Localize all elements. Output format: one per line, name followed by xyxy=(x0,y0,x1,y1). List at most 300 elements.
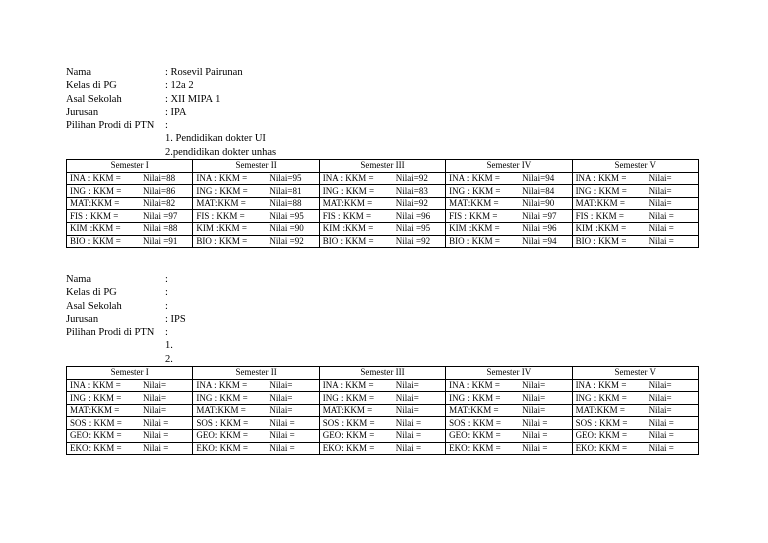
grade-cell xyxy=(193,379,319,392)
grade-cell-content xyxy=(70,223,189,234)
grade-cell xyxy=(193,404,319,417)
pilihan-row xyxy=(66,326,699,339)
table-row xyxy=(67,235,699,248)
kkm-label: ING : KKM = xyxy=(70,392,122,403)
nilai-value: Nilai = xyxy=(269,430,295,441)
grade-cell-content xyxy=(196,236,315,247)
kkm-label: FIS : KKM = xyxy=(449,210,498,221)
kkm-label: MAT:KKM = xyxy=(449,405,499,416)
grade-cell xyxy=(319,197,445,210)
kkm-label: BIO : KKM = xyxy=(449,235,500,246)
grade-cell xyxy=(572,404,698,417)
kkm-label: FIS : KKM = xyxy=(322,210,372,221)
nilai-value: Nilai= xyxy=(648,392,672,403)
kelas-row xyxy=(66,79,699,92)
table-row xyxy=(67,172,699,185)
kkm-label: EKO: KKM = xyxy=(449,442,501,453)
grade-cell-content xyxy=(196,405,315,416)
asal-label: Asal Sekolah xyxy=(66,93,122,105)
kkm-label: INA : KKM = xyxy=(70,379,121,390)
semester-header: Semester II xyxy=(193,367,319,380)
kkm-label: KIM :KKM = xyxy=(449,223,500,234)
nilai-value: Nilai = xyxy=(269,417,295,428)
table-row xyxy=(67,392,699,405)
nilai-value: Nilai= xyxy=(395,405,419,416)
table-row xyxy=(67,430,699,443)
grade-cell-content xyxy=(196,418,315,429)
kkm-label: EKO: KKM = xyxy=(196,442,248,453)
grade-cell-content xyxy=(449,198,568,209)
grade-cell-content xyxy=(449,186,568,197)
nilai-value: Nilai =91 xyxy=(143,235,178,246)
kkm-label: INA : KKM = xyxy=(449,379,500,390)
grade-cell-content xyxy=(576,223,695,234)
grade-cell xyxy=(446,417,572,430)
grade-cell-content xyxy=(70,173,189,184)
kelas-value: : xyxy=(165,287,168,299)
kkm-label: MAT:KKM = xyxy=(575,405,625,416)
kkm-label: EKO: KKM = xyxy=(575,442,628,453)
jurusan-label: Jurusan xyxy=(66,106,99,118)
nilai-value: Nilai= xyxy=(269,405,293,416)
grade-cell xyxy=(319,392,445,405)
nilai-value: Nilai= xyxy=(522,392,546,403)
kkm-label: KIM :KKM = xyxy=(322,223,374,234)
semester-header: Semester V xyxy=(572,367,698,380)
grade-cell-content xyxy=(70,236,189,247)
kkm-label: BIO : KKM = xyxy=(322,235,374,246)
table-row xyxy=(67,223,699,236)
pilihan-value: : xyxy=(165,327,168,339)
kkm-label: INA : KKM = xyxy=(322,379,374,390)
grade-cell-content xyxy=(323,211,442,222)
kkm-label: INA : KKM = xyxy=(322,172,374,183)
kkm-label: GEO: KKM = xyxy=(70,430,122,441)
student-1-info xyxy=(66,66,699,159)
kelas-row xyxy=(66,286,699,299)
nilai-value: Nilai =97 xyxy=(143,210,178,221)
nilai-value: Nilai=84 xyxy=(522,185,555,196)
grade-cell-content xyxy=(449,173,568,184)
grade-cell xyxy=(319,430,445,443)
nilai-value: Nilai = xyxy=(522,430,548,441)
grade-cell xyxy=(67,442,193,455)
kkm-label: ING : KKM = xyxy=(322,392,375,403)
grade-cell xyxy=(319,172,445,185)
kelas-label: Kelas di PG xyxy=(66,287,117,299)
nilai-value: Nilai = xyxy=(648,235,674,246)
grade-cell-content xyxy=(449,223,568,234)
kkm-label: ING : KKM = xyxy=(575,392,627,403)
nilai-value: Nilai= xyxy=(395,392,419,403)
grade-cell-content xyxy=(576,186,695,197)
grade-cell-content xyxy=(196,211,315,222)
grade-cell xyxy=(572,223,698,236)
prodi-option-1: 1. xyxy=(165,340,173,352)
grades-table-2 xyxy=(66,366,699,455)
nama-label: Nama xyxy=(66,67,92,78)
table-row xyxy=(67,210,699,223)
semester-header: Semester IV xyxy=(446,160,572,173)
nilai-value: Nilai= xyxy=(143,392,167,403)
nilai-value: Nilai =95 xyxy=(395,223,431,234)
kkm-label: FIS : KKM = xyxy=(70,210,119,221)
table-row xyxy=(67,185,699,198)
semester-header: Semester I xyxy=(67,367,193,380)
nilai-value: Nilai = xyxy=(143,430,169,441)
grade-cell xyxy=(572,185,698,198)
kkm-label: ING : KKM = xyxy=(449,185,501,196)
grade-cell xyxy=(572,417,698,430)
jurusan-value: : IPS xyxy=(165,313,186,325)
student-1-block xyxy=(66,66,699,248)
jurusan-value: : IPA xyxy=(165,106,187,118)
nilai-value: Nilai = xyxy=(395,442,422,453)
nilai-value: Nilai = xyxy=(143,442,169,453)
kkm-label: MAT:KKM = xyxy=(575,198,625,209)
nilai-value: Nilai = xyxy=(648,442,674,453)
nilai-value: Nilai = xyxy=(269,442,295,453)
grade-cell-content xyxy=(576,173,695,184)
nilai-value: Nilai =97 xyxy=(522,210,557,221)
kkm-label: INA : KKM = xyxy=(449,172,500,183)
grade-cell-content xyxy=(323,186,442,197)
grade-cell xyxy=(446,404,572,417)
grade-cell xyxy=(446,235,572,248)
grade-cell xyxy=(572,235,698,248)
asal-row xyxy=(66,93,699,106)
nilai-value: Nilai=81 xyxy=(269,185,302,196)
table-row xyxy=(67,417,699,430)
pilihan-value: : xyxy=(165,120,168,132)
nilai-value: Nilai=92 xyxy=(395,198,428,209)
grade-cell-content xyxy=(196,223,315,234)
grade-cell-content xyxy=(576,198,695,209)
nama-value: : xyxy=(165,274,168,285)
kelas-label: Kelas di PG xyxy=(66,80,117,92)
nilai-value: Nilai =94 xyxy=(522,235,557,246)
nilai-value: Nilai=95 xyxy=(269,172,302,183)
jurusan-row xyxy=(66,106,699,119)
grade-cell xyxy=(67,223,193,236)
grade-cell xyxy=(319,210,445,223)
nilai-value: Nilai=90 xyxy=(522,198,555,209)
grade-cell xyxy=(446,210,572,223)
kkm-label: KIM :KKM = xyxy=(575,223,627,234)
nilai-value: Nilai = xyxy=(143,417,169,428)
grade-cell xyxy=(193,417,319,430)
grade-cell-content xyxy=(323,443,442,454)
kkm-label: MAT:KKM = xyxy=(196,405,246,416)
asal-value: : XII MIPA 1 xyxy=(165,93,221,105)
grade-cell-content xyxy=(70,211,189,222)
grade-cell xyxy=(193,197,319,210)
pilihan-label: Pilihan Prodi di PTN xyxy=(66,120,155,132)
grade-cell xyxy=(67,210,193,223)
grade-cell xyxy=(193,430,319,443)
grade-cell-content xyxy=(70,405,189,416)
grade-cell-content xyxy=(196,198,315,209)
grade-cell-content xyxy=(196,443,315,454)
grade-cell-content xyxy=(323,173,442,184)
grade-cell-content xyxy=(323,198,442,209)
kkm-label: SOS : KKM = xyxy=(449,417,502,428)
grade-cell xyxy=(67,417,193,430)
nilai-value: Nilai= xyxy=(522,379,546,390)
nilai-value: Nilai = xyxy=(395,430,422,441)
grade-cell xyxy=(319,417,445,430)
grade-cell-content xyxy=(323,223,442,234)
nilai-value: Nilai = xyxy=(522,442,548,453)
grade-cell xyxy=(193,235,319,248)
nilai-value: Nilai= xyxy=(648,185,672,196)
grade-cell-content xyxy=(70,443,189,454)
kkm-label: BIO : KKM = xyxy=(196,235,248,246)
kkm-label: BIO : KKM = xyxy=(70,235,121,246)
grade-cell xyxy=(67,185,193,198)
kkm-label: ING : KKM = xyxy=(449,392,501,403)
grade-cell-content xyxy=(449,418,568,429)
table-row xyxy=(67,404,699,417)
grade-cell-content xyxy=(323,430,442,441)
nilai-value: Nilai = xyxy=(648,223,674,234)
kkm-label: MAT:KKM = xyxy=(322,405,373,416)
kkm-label: MAT:KKM = xyxy=(196,198,246,209)
grade-cell-content xyxy=(70,198,189,209)
grade-cell-content xyxy=(70,430,189,441)
nama-row xyxy=(66,66,699,79)
grade-cell-content xyxy=(323,236,442,247)
nilai-value: Nilai =88 xyxy=(143,223,178,234)
grades-body-2 xyxy=(67,379,699,455)
nilai-value: Nilai =95 xyxy=(269,210,304,221)
nilai-value: Nilai= xyxy=(395,379,419,390)
kkm-label: SOS : KKM = xyxy=(70,417,122,428)
grade-cell xyxy=(193,172,319,185)
grade-cell xyxy=(67,404,193,417)
asal-value: : xyxy=(165,300,168,312)
nilai-value: Nilai = xyxy=(648,417,674,428)
prodi-option-2: 2.pendidikan dokter unhas xyxy=(165,146,277,158)
pilihan-label: Pilihan Prodi di PTN xyxy=(66,327,155,339)
semester-header: Semester III xyxy=(319,160,445,173)
nilai-value: Nilai =90 xyxy=(269,223,304,234)
grade-cell-content xyxy=(576,393,695,404)
grade-cell-content xyxy=(449,405,568,416)
grade-cell-content xyxy=(576,380,695,391)
nilai-value: Nilai=83 xyxy=(395,185,428,196)
grade-cell xyxy=(446,392,572,405)
pilihan-row xyxy=(66,119,699,132)
grade-cell-content xyxy=(576,443,695,454)
nilai-value: Nilai=86 xyxy=(143,185,176,196)
kkm-label: MAT:KKM = xyxy=(70,405,120,416)
kkm-label: ING : KKM = xyxy=(322,185,375,196)
grade-cell-content xyxy=(576,418,695,429)
grade-cell xyxy=(319,404,445,417)
nilai-value: Nilai= xyxy=(522,405,546,416)
grade-cell-content xyxy=(196,186,315,197)
kkm-label: INA : KKM = xyxy=(196,172,248,183)
kkm-label: KIM :KKM = xyxy=(196,223,247,234)
grade-cell xyxy=(319,185,445,198)
nilai-value: Nilai= xyxy=(648,198,672,209)
kkm-label: EKO: KKM = xyxy=(322,442,375,453)
grade-cell-content xyxy=(449,443,568,454)
grade-cell-content xyxy=(70,418,189,429)
semester-header: Semester III xyxy=(319,367,445,380)
semester-header: Semester I xyxy=(67,160,193,173)
grades-body-1 xyxy=(67,172,699,248)
grade-cell-content xyxy=(196,173,315,184)
kkm-label: GEO: KKM = xyxy=(449,430,501,441)
table-row xyxy=(67,379,699,392)
grade-cell xyxy=(193,442,319,455)
grade-cell xyxy=(67,392,193,405)
grade-cell xyxy=(572,210,698,223)
student-2-block xyxy=(66,273,699,455)
jurusan-label: Jurusan xyxy=(66,313,99,325)
grade-cell xyxy=(193,223,319,236)
grade-cell-content xyxy=(70,393,189,404)
kkm-label: GEO: KKM = xyxy=(575,430,628,441)
grade-cell xyxy=(446,197,572,210)
grade-cell xyxy=(67,235,193,248)
kkm-label: INA : KKM = xyxy=(575,379,627,390)
nilai-value: Nilai=92 xyxy=(395,172,428,183)
grade-cell-content xyxy=(576,430,695,441)
grade-cell-content xyxy=(449,393,568,404)
grade-cell xyxy=(446,172,572,185)
grade-cell-content xyxy=(196,380,315,391)
nama-row xyxy=(66,273,699,286)
grade-cell-content xyxy=(449,211,568,222)
kkm-label: SOS : KKM = xyxy=(575,417,628,428)
grade-cell xyxy=(446,379,572,392)
nilai-value: Nilai =96 xyxy=(522,223,557,234)
grade-cell-content xyxy=(323,380,442,391)
semester-header: Semester IV xyxy=(446,367,572,380)
student-2-info xyxy=(66,273,699,366)
kkm-label: SOS : KKM = xyxy=(322,417,375,428)
kkm-label: BIO : KKM = xyxy=(575,235,627,246)
grade-cell-content xyxy=(70,380,189,391)
table-row xyxy=(67,197,699,210)
asal-label: Asal Sekolah xyxy=(66,300,122,312)
nilai-value: Nilai = xyxy=(648,430,674,441)
semester-header-row xyxy=(67,160,699,173)
semester-header: Semester II xyxy=(193,160,319,173)
grade-cell-content xyxy=(323,418,442,429)
jurusan-row xyxy=(66,313,699,326)
grade-cell xyxy=(319,235,445,248)
semester-header-row xyxy=(67,367,699,380)
grade-cell-content xyxy=(449,236,568,247)
grade-cell-content xyxy=(576,405,695,416)
kkm-label: GEO: KKM = xyxy=(322,430,375,441)
asal-row xyxy=(66,300,699,313)
grade-cell-content xyxy=(449,430,568,441)
kkm-label: MAT:KKM = xyxy=(70,198,120,209)
grade-cell xyxy=(67,197,193,210)
nilai-value: Nilai=82 xyxy=(143,198,176,209)
grade-cell xyxy=(572,197,698,210)
grade-cell xyxy=(446,185,572,198)
grade-cell-content xyxy=(449,380,568,391)
kkm-label: ING : KKM = xyxy=(196,392,248,403)
prodi-option-1: 1. Pendidikan dokter UI xyxy=(165,133,266,145)
grade-cell-content xyxy=(196,393,315,404)
grade-cell xyxy=(446,430,572,443)
grade-cell xyxy=(319,442,445,455)
nilai-value: Nilai =96 xyxy=(395,210,431,221)
semester-header: Semester V xyxy=(572,160,698,173)
kkm-label: FIS : KKM = xyxy=(196,210,245,221)
grade-cell xyxy=(319,379,445,392)
grade-cell-content xyxy=(70,186,189,197)
nilai-value: Nilai= xyxy=(648,405,672,416)
grade-cell xyxy=(572,172,698,185)
grade-cell xyxy=(67,379,193,392)
grade-cell xyxy=(572,392,698,405)
grade-cell xyxy=(67,172,193,185)
nilai-value: Nilai =92 xyxy=(269,235,304,246)
nilai-value: Nilai = xyxy=(395,417,422,428)
grade-cell xyxy=(319,223,445,236)
kkm-label: FIS : KKM = xyxy=(575,210,624,221)
nilai-value: Nilai = xyxy=(648,210,674,221)
kelas-value: : 12a 2 xyxy=(165,80,194,92)
kkm-label: GEO: KKM = xyxy=(196,430,248,441)
kkm-label: INA : KKM = xyxy=(196,379,248,390)
grade-cell xyxy=(67,430,193,443)
nilai-value: Nilai= xyxy=(269,392,293,403)
grade-cell-content xyxy=(196,430,315,441)
table-row xyxy=(67,442,699,455)
grades-table-1 xyxy=(66,159,699,248)
nama-value: : Rosevil Pairunan xyxy=(165,67,243,78)
prodi-option-2: 2. xyxy=(165,353,173,365)
kkm-label: ING : KKM = xyxy=(575,185,627,196)
kkm-label: MAT:KKM = xyxy=(322,198,373,209)
grade-cell-content xyxy=(576,211,695,222)
nama-label: Nama xyxy=(66,274,92,285)
nilai-value: Nilai =92 xyxy=(395,235,431,246)
grade-cell xyxy=(446,442,572,455)
kkm-label: EKO: KKM = xyxy=(70,442,122,453)
grade-cell-content xyxy=(323,405,442,416)
nilai-value: Nilai= xyxy=(143,379,167,390)
grade-cell xyxy=(193,392,319,405)
grade-cell xyxy=(572,379,698,392)
grade-cell xyxy=(193,185,319,198)
nilai-value: Nilai=88 xyxy=(143,172,176,183)
grade-cell xyxy=(446,223,572,236)
grade-cell xyxy=(572,430,698,443)
nilai-value: Nilai= xyxy=(648,172,672,183)
grade-cell xyxy=(193,210,319,223)
kkm-label: INA : KKM = xyxy=(575,172,627,183)
grade-cell-content xyxy=(323,393,442,404)
kkm-label: KIM :KKM = xyxy=(70,223,121,234)
kkm-label: MAT:KKM = xyxy=(449,198,499,209)
kkm-label: SOS : KKM = xyxy=(196,417,249,428)
grade-cell xyxy=(572,442,698,455)
nilai-value: Nilai= xyxy=(269,379,293,390)
nilai-value: Nilai=94 xyxy=(522,172,555,183)
nilai-value: Nilai=88 xyxy=(269,198,302,209)
nilai-value: Nilai= xyxy=(143,405,167,416)
